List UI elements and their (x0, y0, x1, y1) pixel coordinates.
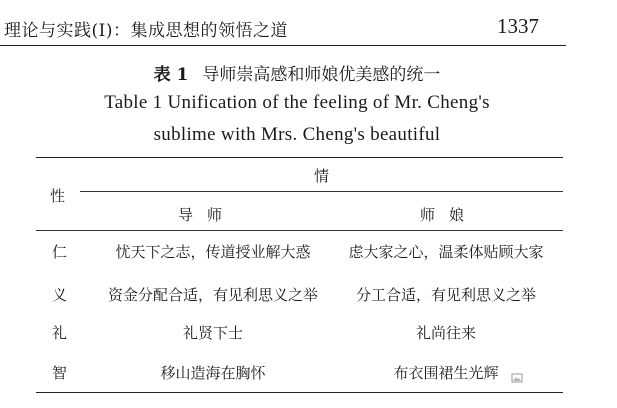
table-caption-en-line1: Table 1 Unification of the feeling of Mr. Cheng's (104, 92, 490, 113)
table-cell: 虑大家之心，温柔体贴顾大家 (348, 243, 544, 261)
table-cell: 忧天下之志，传道授业解大惑 (115, 243, 311, 261)
table-cell: 布衣围裙生光辉 (393, 364, 499, 382)
table-cell: 资金分配合适，有见利思义之举 (107, 286, 318, 304)
table-cell: 移山造海在胸怀 (160, 364, 266, 382)
table-header-rule (36, 230, 563, 231)
table-row-label: 仁 (52, 243, 68, 261)
table-cell: 礼尚往来 (415, 324, 476, 342)
table-row-label: 礼 (52, 324, 68, 342)
table-cell: 分工合适，有见利思义之举 (355, 286, 536, 304)
table-column-header-advisor-wife: 师娘 (420, 206, 479, 224)
running-header-title: 理论与实践(Ⅰ)：集成思想的领悟之道 (4, 21, 288, 41)
page-number: 1337 (497, 14, 539, 38)
table-caption-en-line2: sublime with Mrs. Cheng's beautiful (153, 124, 441, 145)
table-caption-title: 导师崇高感和师娘优美感的统一 (202, 65, 441, 85)
table-top-rule (36, 157, 563, 158)
header-rule (0, 45, 566, 46)
table-group-rule (80, 191, 563, 192)
table-bottom-rule (36, 392, 563, 393)
table-caption-label: 表 1 (153, 65, 189, 85)
table-column-header-advisor: 导师 (178, 206, 237, 224)
table-group-header: 情 (314, 167, 330, 185)
table-cell: 礼贤下士 (182, 324, 243, 342)
image-icon (511, 372, 523, 384)
table-row-label: 智 (52, 364, 68, 382)
table-row-label: 义 (52, 286, 68, 304)
table-caption-cn (0, 60, 594, 85)
table-row-header: 性 (50, 187, 66, 205)
